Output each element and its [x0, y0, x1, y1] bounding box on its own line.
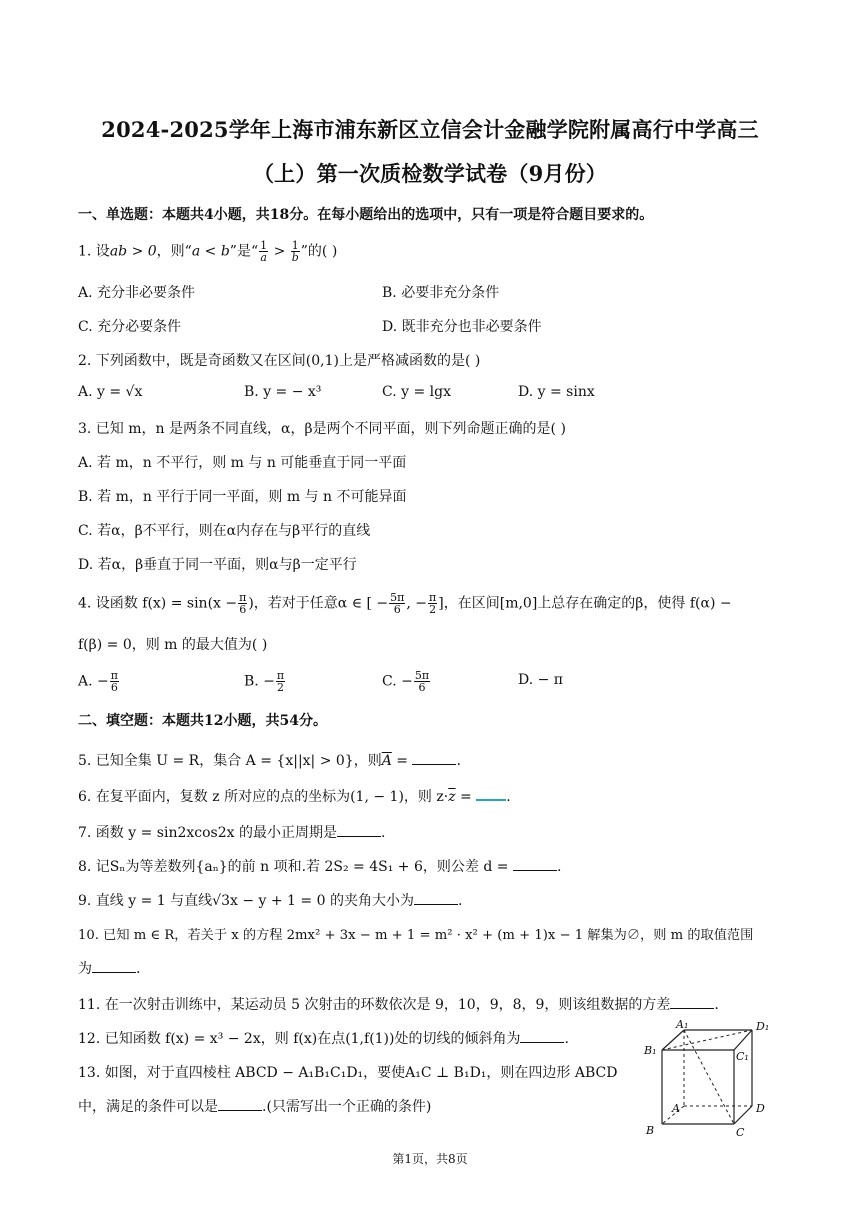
answer-blank[interactable] [670, 996, 714, 1009]
question-3-option-c: C. 若α，β不平行，则在α内存在与β平行的直线 [78, 523, 371, 539]
section-heading-fill-in: 二、填空题：本题共12小题，共54分。 [78, 713, 327, 729]
question-7: 7. 函数 y = sin2xcos2x 的最小正周期是 . [78, 825, 386, 841]
question-3-stem: 3. 已知 m，n 是两条不同直线，α，β是两个不同平面，则下列命题正确的是( ) [78, 421, 566, 437]
answer-blank[interactable] [414, 892, 458, 905]
fraction-1-over-b: $\frac{1}{b}$ [291, 239, 299, 264]
answer-blank[interactable] [337, 824, 381, 837]
question-4-option-b: B. − $\frac{\pi}{2}$ [244, 669, 285, 694]
question-8: 8. 记Sₙ为等差数列{aₙ}的前 n 项和.若 2S₂ = 4S₁ + 6，则公差 d = . [78, 859, 562, 875]
question-2-option-c: C. y = lgx [382, 384, 451, 400]
label-D: D [756, 1102, 765, 1115]
question-6: 6. 在复平面内，复数 z 所对应的点的坐标为(1, − 1)，则 $z\cdot\overline{z}$ = . [78, 789, 511, 805]
answer-blank[interactable] [513, 858, 557, 871]
question-2-option-d: D. y = sinx [518, 384, 595, 400]
exam-title-line2: （上）第一次质检数学试卷（9月份） [252, 161, 607, 186]
question-2-option-b: B. y = − x³ [244, 384, 322, 400]
question-1-option-d: D. 既非充分也非必要条件 [382, 319, 542, 335]
prism-figure [636, 1020, 786, 1142]
label-B: B [646, 1124, 655, 1137]
question-1-option-b: B. 必要非充分条件 [382, 285, 500, 301]
question-4-option-c: C. − $\frac{5\pi}{6}$ [382, 669, 430, 694]
label-B1: B₁ [644, 1044, 657, 1057]
page-footer: 第1页，共8页 [392, 1152, 468, 1166]
question-1-stem: 1. 设ab > 0，则“a < b”是“ $\frac{1}{a}$ > $\frac{1}{b}$ ”的( ) [78, 239, 338, 264]
fraction-pi-over-6: $\frac{\pi}{6}$ [239, 591, 247, 616]
answer-blank[interactable] [520, 1030, 564, 1043]
label-D1: D₁ [756, 1020, 770, 1033]
question-3-option-d: D. 若α，β垂直于同一平面，则α与β一定平行 [78, 557, 357, 573]
label-A: A [672, 1102, 680, 1115]
question-10-line2: 为 . [78, 961, 141, 977]
question-2-option-a: A. y = √x [78, 384, 143, 400]
question-3-option-a: A. 若 m，n 不平行，则 m 与 n 可能垂直于同一平面 [78, 455, 407, 471]
question-1-option-c: C. 充分必要条件 [78, 319, 182, 335]
fraction-5pi-over-6: $\frac{5\pi}{6}$ [390, 591, 405, 616]
answer-blank[interactable] [218, 1098, 262, 1111]
question-4-option-a: A. − $\frac{\pi}{6}$ [78, 669, 118, 694]
label-C1: C₁ [736, 1050, 749, 1063]
question-13-line2: 中，满足的条件可以是 .(只需写出一个正确的条件) [78, 1099, 432, 1115]
question-4-option-d: D. − π [518, 672, 564, 688]
question-1-option-a: A. 充分非必要条件 [78, 285, 196, 301]
question-5: 5. 已知全集 U = R，集合 A = {x||x| > 0}，则$\overline{A}$ = . [78, 753, 461, 769]
exam-title-line1: 2024-2025学年上海市浦东新区立信会计金融学院附属高行中学高三 [101, 117, 759, 142]
question-13-line1: 13. 如图，对于直四棱柱 ABCD − A₁B₁C₁D₁，要使A₁C ⊥ B₁D₁，则在四边形 ABCD [78, 1065, 618, 1081]
question-2-stem: 2. 下列函数中，既是奇函数又在区间(0,1)上是严格减函数的是( ) [78, 353, 481, 369]
answer-blank[interactable] [476, 787, 506, 801]
question-10-line1: 10. 已知 m ∈ R，若关于 x 的方程 2mx² + 3x − m + 1 = m² · x² + (m + 1)x − 1 解集为∅，则 m 的取值范围 [78, 928, 754, 943]
question-4-stem-line2: f(β) = 0，则 m 的最大值为( ) [78, 637, 268, 653]
question-12: 12. 已知函数 f(x) = x³ − 2x，则 f(x)在点(1,f(1))处的切线的倾斜角为 . [78, 1031, 569, 1047]
question-9: 9. 直线 y = 1 与直线√3x − y + 1 = 0 的夹角大小为 . [78, 893, 463, 909]
fraction-1-over-a: $\frac{1}{a}$ [260, 239, 268, 264]
answer-blank[interactable] [92, 960, 136, 973]
label-A1: A₁ [676, 1020, 689, 1031]
label-C: C [736, 1126, 745, 1139]
question-11: 11. 在一次射击训练中，某运动员 5 次射击的环数依次是 9，10，9，8，9，则该组数据的方差 . [78, 997, 719, 1013]
question-4-stem-line1: 4. 设函数 f(x) = sin(x − $\frac{\pi}{6}$ )，若对于任意α ∈ [ − $\frac{5\pi}{6}$ , − $\frac{\pi}{2}$ ]，在区间[m,0]上总存在确定的β，使得 f(α) − [78, 591, 732, 616]
question-3-option-b: B. 若 m，n 平行于同一平面，则 m 与 n 不可能异面 [78, 489, 407, 505]
section-heading-single-choice: 一、单选题：本题共4小题，共18分。在每小题给出的选项中，只有一项是符合题目要求的。 [78, 207, 654, 223]
fraction-pi-over-2: $\frac{\pi}{2}$ [429, 591, 437, 616]
answer-blank[interactable] [412, 752, 456, 765]
